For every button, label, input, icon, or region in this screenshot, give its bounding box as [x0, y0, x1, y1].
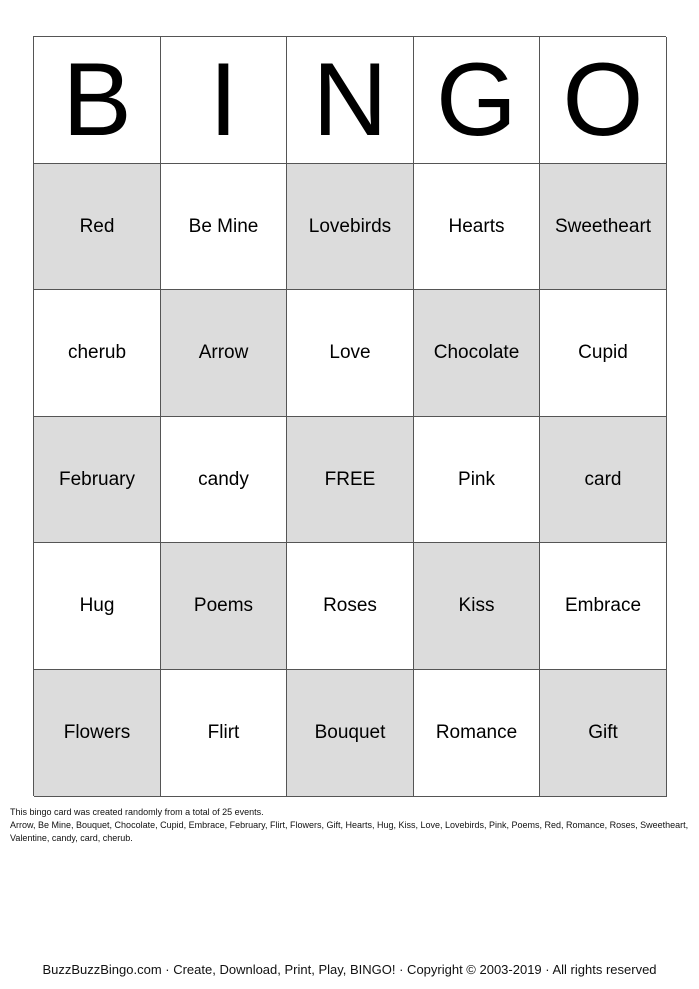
bingo-square: Roses: [287, 543, 414, 670]
bingo-square: Embrace: [540, 543, 667, 670]
free-square: FREE: [287, 417, 414, 543]
header-letter-g: G: [414, 37, 540, 164]
page-footer: BuzzBuzzBingo.com · Create, Download, Print, Play, BINGO! · Copyright © 2003-2019 · All rights reserved: [42, 962, 657, 977]
card-info-summary: This bingo card was created randomly from a total of 25 events.: [10, 807, 264, 817]
bingo-square: Red: [34, 164, 161, 290]
bingo-square: Arrow: [161, 290, 287, 417]
bingo-square: Pink: [414, 417, 540, 543]
bingo-square: candy: [161, 417, 287, 543]
bingo-square: Poems: [161, 543, 287, 670]
bingo-square: February: [34, 417, 161, 543]
card-info: [10, 806, 690, 845]
bingo-square: Romance: [414, 670, 540, 797]
bingo-square: Hearts: [414, 164, 540, 290]
bingo-square: Hug: [34, 543, 161, 670]
bingo-square: Gift: [540, 670, 667, 797]
bingo-square: Flirt: [161, 670, 287, 797]
bingo-square: Sweetheart: [540, 164, 667, 290]
bingo-square: card: [540, 417, 667, 543]
header-letter-o: O: [540, 37, 667, 164]
header-letter-i: I: [161, 37, 287, 164]
bingo-card: [33, 36, 666, 796]
bingo-square: Love: [287, 290, 414, 417]
bingo-square: cherub: [34, 290, 161, 417]
bingo-square: Bouquet: [287, 670, 414, 797]
header-letter-n: N: [287, 37, 414, 164]
bingo-square: Lovebirds: [287, 164, 414, 290]
bingo-square: Be Mine: [161, 164, 287, 290]
bingo-square: Chocolate: [414, 290, 540, 417]
bingo-square: Cupid: [540, 290, 667, 417]
card-info-event-list: Arrow, Be Mine, Bouquet, Chocolate, Cupid, Embrace, February, Flirt, Flowers, Gift, Hearts, Hug, Kiss, Love, Lovebirds, Pink, Poems, Red, Romance, Roses, Sweetheart, Valentine, candy, card, cherub.: [10, 820, 689, 843]
bingo-square: Flowers: [34, 670, 161, 797]
bingo-square: Kiss: [414, 543, 540, 670]
header-letter-b: B: [34, 37, 161, 164]
